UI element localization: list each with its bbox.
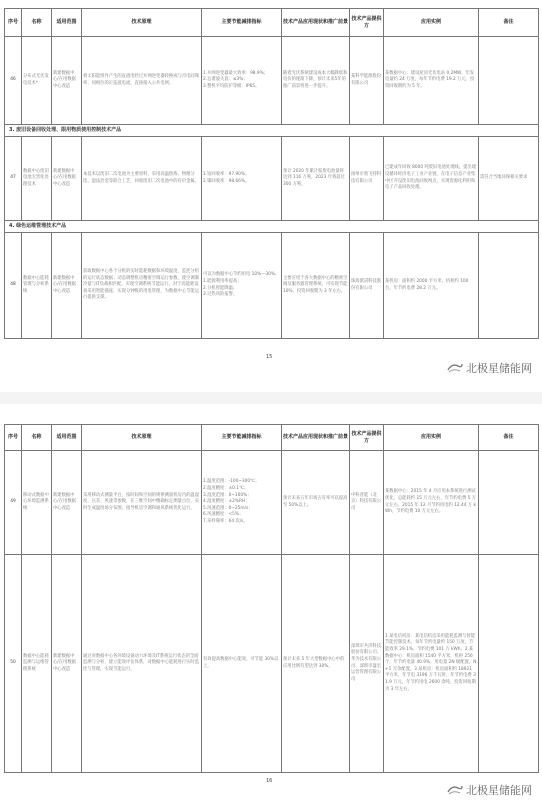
tech-principle: 通过对数据中心各环境设备动力环境及IT系统运行状态的全面监测与分析，建立能效评估体系，对数据中心能耗进行实时监控与管理，实现节能运行。	[82, 555, 202, 773]
tech-remark	[479, 451, 539, 555]
header-name: 名称	[22, 425, 52, 451]
row-number: 46	[5, 37, 22, 125]
table-row	[5, 137, 539, 221]
metric-line: 5.风速范围：0~25m/s；	[203, 505, 253, 511]
metric-line: 1.钴回收率：97.90%；	[203, 171, 250, 177]
table-row	[5, 451, 539, 555]
metric-line: 2.总谐波失真：≤3%；	[203, 77, 248, 83]
tech-metrics	[202, 137, 282, 221]
tech-principle: 本技术以废旧二次电池为主要原料，采用高温熔炼、物理分选、湿法冶金等联合工艺，回收废旧二次电池中的有价金属。	[82, 137, 202, 221]
header-remark: 备注	[479, 425, 539, 451]
metric-line: 1.并网逆变器最大效率：98.9%；	[203, 70, 269, 76]
header-prospect: 技术产品应用现状和推广前景	[282, 9, 350, 37]
tech-provider: 扬州市奥飞特科技有限公司	[350, 137, 384, 221]
header-no: 序号	[5, 425, 22, 451]
tech-scope: 新建数据中心/在用数据中心改造	[52, 37, 82, 125]
page-separator	[0, 392, 542, 404]
document-page-16	[0, 404, 542, 800]
row-number: 47	[5, 137, 22, 221]
watermark	[446, 360, 532, 376]
header-scope: 适用范围	[52, 9, 82, 37]
header-principle: 技术原理	[82, 425, 202, 451]
tech-provider: 珠海派诺科技股份有限公司	[350, 233, 384, 339]
row-number: 50	[5, 555, 22, 773]
metric-line: 3.过热风险报警。	[203, 292, 238, 298]
metric-line: 1.温度范围：-100~300℃；	[203, 479, 260, 485]
table-header-row	[5, 9, 539, 37]
tech-scope: 新建数据中心/在用数据中心改造	[52, 451, 82, 555]
metric-line: 2.温度精度：±0.1℃；	[203, 486, 249, 492]
technology-table-page-15	[4, 8, 539, 339]
table-row	[5, 555, 539, 773]
section-title: 3. 废旧设备回收处理、限用物质使用控制技术产品	[5, 125, 539, 137]
header-prospect: 技术产品应用现状和推广前景	[282, 425, 350, 451]
tech-remark	[479, 37, 539, 125]
header-name: 名称	[22, 9, 52, 37]
tech-prospect: 预计未来 5 年大型数据中心中的应用比例有望达到 30%。	[282, 555, 350, 773]
tech-name: 数据中心能耗监测与运维管理系统	[22, 555, 52, 773]
tech-metrics	[202, 451, 282, 555]
tech-prospect: 预计 2020 年累计报废电池量将达到 116 万吨，2023 年将超过 300 万吨。	[282, 137, 350, 221]
watermark	[446, 782, 532, 798]
tech-name: 分布式光伏发电技术*	[22, 37, 52, 125]
metric-line: 有效提高数据中心能效，可节能 30%以上。	[203, 656, 279, 669]
metric-line: 可以为数据中心节约用电 10%—30%。	[203, 272, 280, 278]
table-header-row	[5, 425, 539, 451]
tech-prospect: 主要应用于各大数据中心的精密空调及服务器管理系统，可实现节能 10%，投资回收期为 3 年左右。	[282, 233, 350, 339]
page-number: 15	[266, 354, 273, 360]
document-page-15	[0, 0, 542, 392]
header-scope: 适用范围	[52, 425, 82, 451]
tech-principle: 采用移动式测量平台，按时间和空间的规律测量机房内的温湿度、压差、风速等参数，在三维空间中精确标定测量点位，实时生成温度场分布图，指导机房空调和通风系统优化运行。	[82, 451, 202, 555]
header-cases: 应用实例	[384, 9, 479, 37]
header-metrics: 主要节能减排指标	[202, 425, 282, 451]
tech-metrics	[202, 37, 282, 125]
metric-line: 7.采样频率：64 次/s。	[203, 518, 248, 524]
metric-line: 2.镍回收率：98.66%。	[203, 178, 250, 184]
tech-provider: 某科学能源股份有限公司	[350, 37, 384, 125]
metric-line: 2.分机智能降温；	[203, 285, 238, 291]
watermark-text: 北极星储能网	[466, 362, 532, 375]
tech-cases: 已建成年回收 8000 吨废旧电池处理线。提出建设循环经济电子工业产业链，在电子信息产业集中区开设废旧电池回收网点，实现资源化利用和电子产品回收处理。	[384, 137, 479, 221]
tech-metrics	[202, 233, 282, 339]
tech-cases: 某数据中心：建设屋顶光伏电站 0.2MW，年发电量约 24 万度，每年节约电费 19.2 万元，投资回收期约为 5 年。	[384, 37, 479, 125]
header-no: 序号	[5, 9, 22, 37]
tech-metrics	[202, 555, 282, 773]
header-remark: 备注	[479, 9, 539, 37]
metric-line: 1.能源利用率提高；	[203, 278, 242, 284]
table-row	[5, 37, 539, 125]
tech-scope: 新建数据中心/在用数据中心改造	[52, 555, 82, 773]
section-row	[5, 221, 539, 233]
tech-provider: 中科普能（北京）科技有限公司	[350, 451, 384, 555]
header-provider: 技术产品提供方	[350, 425, 384, 451]
tech-principle: 将太阳能组件产生的直流电经过并网逆变器转换成与市电同频率、同相位的正弦波电流，直接接入公共电网。	[82, 37, 202, 125]
tech-remark: 需符合当地环保相关要求	[479, 137, 539, 221]
tech-prospect: 随着光伏系统建设成本大幅降低和电价的逐渐下降，预计未来5年的推广前景将进一步提升。	[282, 37, 350, 125]
section-row	[5, 125, 539, 137]
section-title: 4. 绿色运维管理技术产品	[5, 221, 539, 233]
tech-cases: 1.某电信机房：某电信机房采用能耗监测与智能节能控制技术，每年节约电量约 150 万度，节能效率 29.1%，节约电费 101 万 kWh。2.某数据中心：机房面积 1540 平方米，机柜 256 个，年节约电量 40.9%，用电量 2N 级配置，N+1 冗余配置。3.某机房：机房面积约 18921 平方米，年节电 3196 万千瓦时，年节约电费 31.9 万元，年节约用电 2600 余吨，投资回收期为 3 年左右。	[384, 555, 479, 773]
page-number: 16	[266, 778, 273, 784]
row-number: 48	[5, 233, 22, 339]
header-provider: 技术产品提供方	[350, 9, 384, 37]
tech-prospect: 预计未来五年市场占有率可以提高至 50%以上。	[282, 451, 350, 555]
tech-remark	[479, 555, 539, 773]
tech-provider: 深圳市共济科技股份有限公司、华为技术有限公司、深圳市盛宏运营管理有限公司	[350, 555, 384, 773]
tech-scope: 新建数据中心/在用数据中心改造	[52, 137, 82, 221]
technology-table-page-16	[4, 424, 539, 773]
row-number: 49	[5, 451, 22, 555]
table-row	[5, 233, 539, 339]
tech-scope: 新建数据中心/在用数据中心改造	[52, 233, 82, 339]
tech-name: 数据中心能耗管理与分析系统	[22, 233, 52, 339]
metric-line: 6.风速精度：<5%；	[203, 512, 244, 518]
tech-name: 移动式数据中心环境监测系统	[22, 451, 52, 555]
tech-principle: 获取数据中心各个分机的实时能耗数据和环境温度，监控分机的运行状态数据；动态调整机房精密空调运行参数，使空调制冷量与IT负载相匹配，实现空调系统节能运行。对于高能耗设备采用智能插座，实现分钟级的用电管理，为数据中心节能运行提供支撑。	[82, 233, 202, 339]
header-principle: 技术原理	[82, 9, 202, 37]
watermark-text: 北极星储能网	[466, 784, 532, 797]
header-cases: 应用实例	[384, 425, 479, 451]
metric-line: 4.湿度精度：±2%RH；	[203, 499, 250, 505]
watermark-logo-icon	[446, 362, 464, 374]
tech-name: 数据中心废旧电池无害化处理技术	[22, 137, 52, 221]
header-metrics: 主要节能减排指标	[202, 9, 282, 37]
watermark-logo-icon	[446, 784, 464, 796]
tech-remark	[479, 233, 539, 339]
metric-line: 3.湿度范围：0~100%；	[203, 492, 252, 498]
tech-cases: 某数据中心：2015 年 4 月应用本系统进行测试优化，总能耗约 15 万元左右，年节约电费 5 万元左右，2015 年 12 月节约用电约 12.44 万 kWh，节约电费 10 万元左右。	[384, 451, 479, 555]
tech-cases: 某机房：面积约 2000 平方米，机柜约 100 台，年节约电费 28.2 万元。	[384, 233, 479, 339]
metric-line: 3.整机平均防护等级：IP65。	[203, 83, 260, 89]
